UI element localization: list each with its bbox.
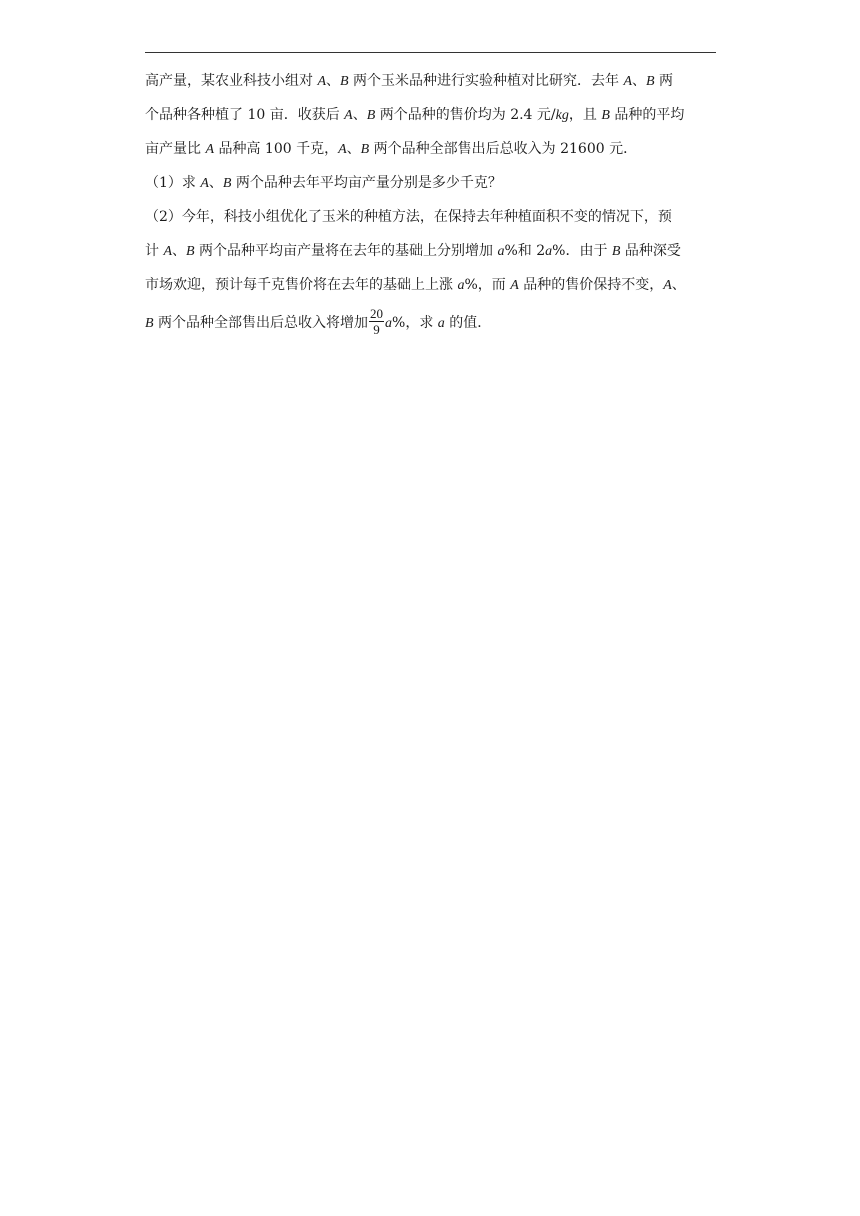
problem-line-1: 高产量，某农业科技小组对 A、B 两个玉米品种进行实验种植对比研究．去年 A、B 两 [145, 73, 674, 89]
question-2-line-2: 计 A、B 两个品种平均亩产量将在去年的基础上分别增加 a%和 2a%．由于 B 品种深受 [145, 243, 681, 259]
question-2-line-1: （2）今年，科技小组优化了玉米的种植方法，在保持去年种植面积不变的情况下，预 [145, 209, 672, 225]
fraction-denominator: 9 [373, 321, 380, 337]
fraction [369, 306, 384, 337]
header-rule [145, 52, 716, 53]
problem-text [145, 64, 720, 344]
question-1: （1）求 A、B 两个品种去年平均亩产量分别是多少千克？ [145, 175, 502, 191]
question-2-line-3: 市场欢迎，预计每千克售价将在去年的基础上上涨 a%，而 A 品种的售价保持不变，A、 [145, 277, 686, 293]
question-2-line-4: B 两个品种全部售出后总收入将增加 $\frac{20}{9}$ a%，求 a 的值． [145, 305, 492, 337]
fraction-numerator: 20 [370, 305, 384, 321]
problem-line-3: 亩产量比 A 品种高 100 千克，A、B 两个品种全部售出后总收入为 21600 元． [145, 141, 638, 157]
problem-line-2: 个品种各种植了 10 亩．收获后 A、B 两个品种的售价均为 2.4 元/kg，且 B 品种的平均 [145, 107, 685, 123]
